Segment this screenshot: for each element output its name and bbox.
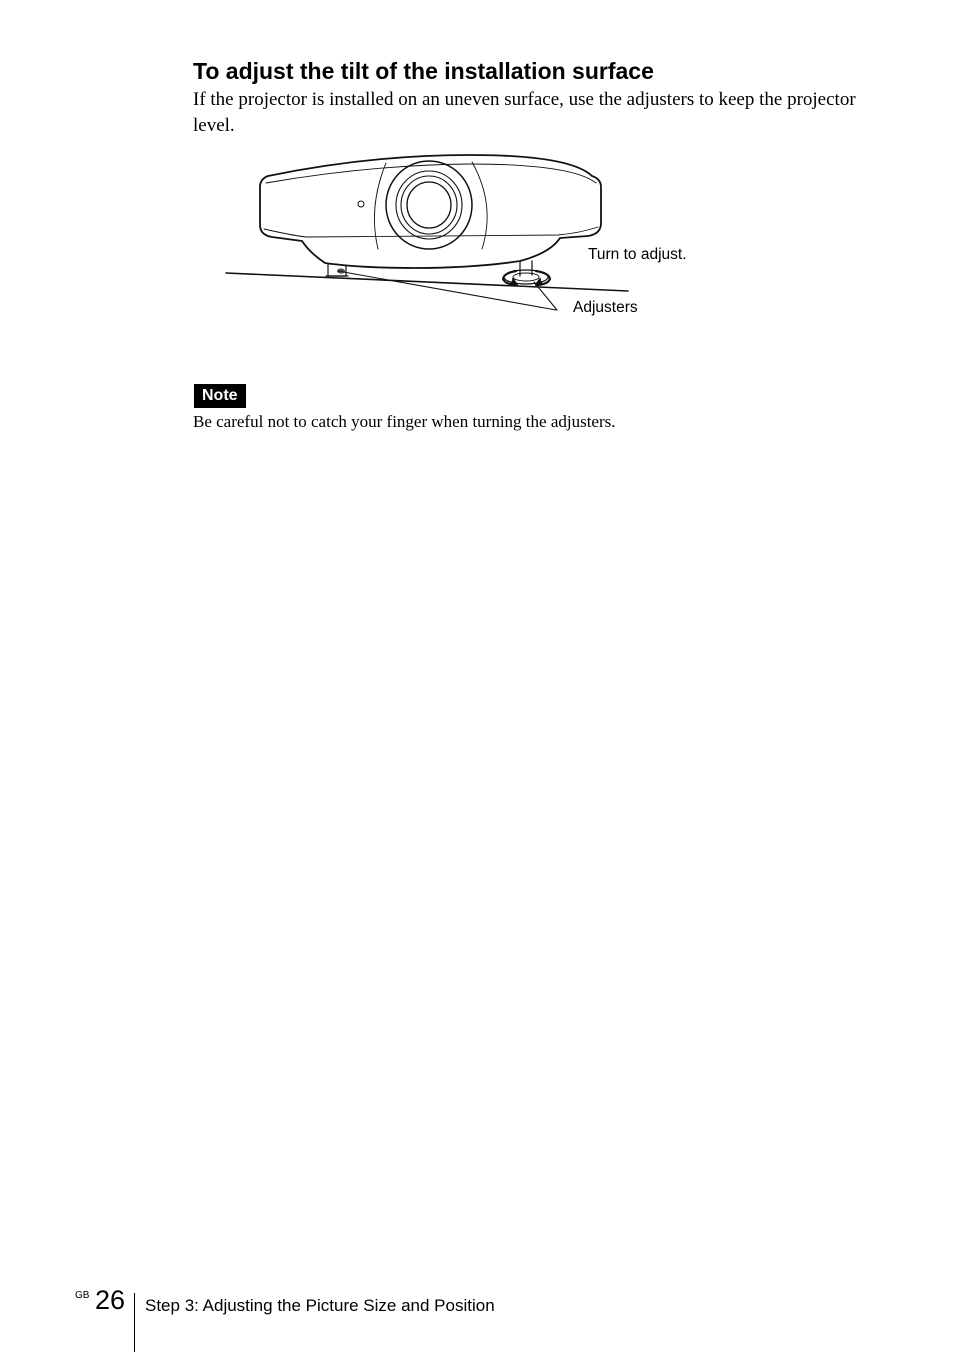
section-heading: To adjust the tilt of the installation surface	[193, 58, 654, 84]
footer-page-number: 26	[95, 1285, 126, 1315]
indicator-light	[358, 201, 364, 207]
projector-body	[260, 155, 601, 268]
intro-paragraph: If the projector is installed on an uneven surface, use the adjusters to keep the projector level.	[193, 89, 856, 136]
adjusters-label: Adjusters	[573, 299, 638, 316]
leader-line-right	[534, 282, 557, 310]
footer-language-code: GB	[75, 1290, 90, 1301]
projector-illustration	[220, 145, 720, 335]
note-text: Be careful not to catch your finger when turning the adjusters.	[193, 412, 616, 431]
note-badge: Note	[194, 384, 246, 408]
leader-line-left	[338, 271, 556, 310]
turn-to-adjust-label: Turn to adjust.	[588, 246, 687, 263]
projector-drawing	[220, 145, 720, 335]
right-adjuster-foot	[520, 261, 532, 276]
lens-glass	[407, 182, 451, 228]
footer-divider	[134, 1293, 135, 1352]
footer-chapter-title: Step 3: Adjusting the Picture Size and Position	[145, 1296, 495, 1315]
uneven-surface-line	[226, 273, 628, 291]
